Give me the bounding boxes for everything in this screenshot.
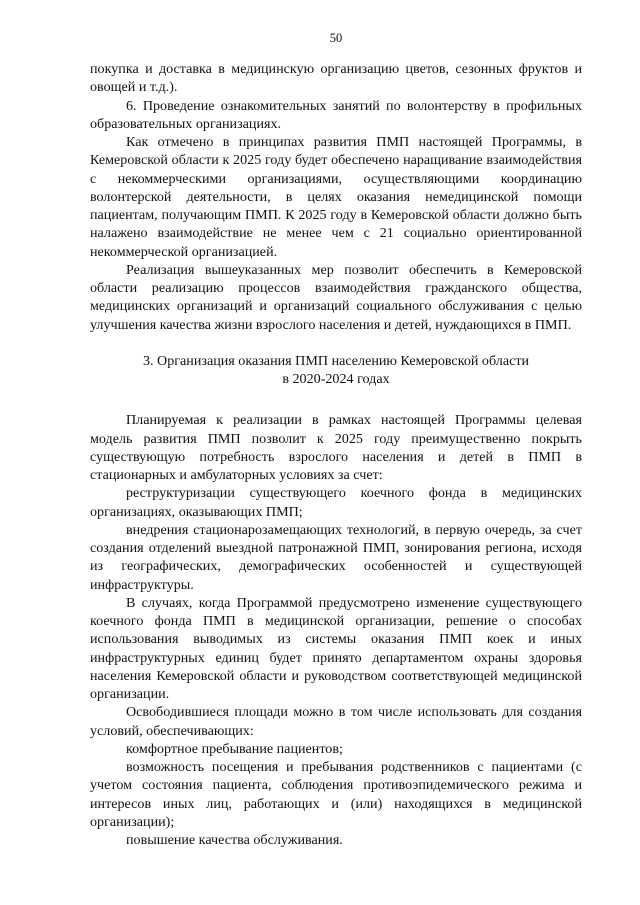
- list-item: внедрения стационарозамещающих технологий, в первую очередь, за счет создания отделений выездной патронажной ПМП, зонирования региона, исходя из географических, демографических особенностей и существующей инфраструктуры.: [90, 521, 582, 593]
- paragraph: 6. Проведение ознакомительных занятий по волонтерству в профильных образовательных организациях.: [90, 97, 582, 132]
- list-item: реструктуризации существующего коечного фонда в медицинских организациях, оказывающих ПМП;: [90, 485, 582, 520]
- list-item: возможность посещения и пребывания родственников с пациентами (с учетом состояния пациента, соблюдения противоэпидемического режима и интересов иных лиц, работающих и (или) находящихся в медицинской организации);: [90, 759, 582, 830]
- list-item: комфортное пребывание пациентов;: [126, 740, 343, 757]
- paragraph: Освободившиеся площади можно в том числе использовать для создания условий, обеспечивающих:: [90, 704, 582, 739]
- document-body: [90, 60, 582, 849]
- document-page: [90, 0, 582, 905]
- paragraph: Как отмечено в принципах развития ПМП настоящей Программы, в Кемеровской области к 2025 году будет обеспечено наращивание взаимодействия с некоммерческими организациями, осуществляющими координацию волонтерской деятельности, в целях оказания немедицинской помощи пациентам, получающим ПМП. К 2025 году в Кемеровской области должно быть налажено взаимодействие не менее чем с 21 социально ориентированной некоммерческой организацией.: [90, 134, 582, 260]
- paragraph: Планируемая к реализации в рамках настоящей Программы целевая модель развития ПМП позволит к 2025 году преимущественно покрыть существующую потребность взрослого населения и детей в ПМП в стационарных и амбулаторных условиях за счет:: [90, 412, 582, 483]
- section-heading-line: 3. Организация оказания ПМП населению Кемеровской области: [142, 352, 530, 369]
- section-heading-line: в 2020-2024 годах: [282, 371, 390, 387]
- list-item: повышение качества обслуживания.: [126, 832, 343, 848]
- paragraph: Реализация вышеуказанных мер позволит обеспечить в Кемеровской области реализацию процессов взаимодействия гражданского общества, медицинских организаций и организаций социального обслуживания с целью улучшения качества жизни взрослого населения и детей, нуждающихся в ПМП.: [90, 261, 582, 333]
- paragraph: В случаях, когда Программой предусмотрено изменение существующего коечного фонда ПМП в медицинской организации, решение о способах использования выводимых из системы оказания ПМП коек и иных инфраструктурных единиц будет принято департаментом охраны здоровья населения Кемеровской области и руководством соответствующей медицинской организации.: [90, 594, 582, 702]
- page-number: 50: [329, 31, 343, 45]
- section-heading: [90, 352, 582, 389]
- paragraph: покупка и доставка в медицинскую организацию цветов, сезонных фруктов и овощей и т.д.).: [90, 61, 582, 96]
